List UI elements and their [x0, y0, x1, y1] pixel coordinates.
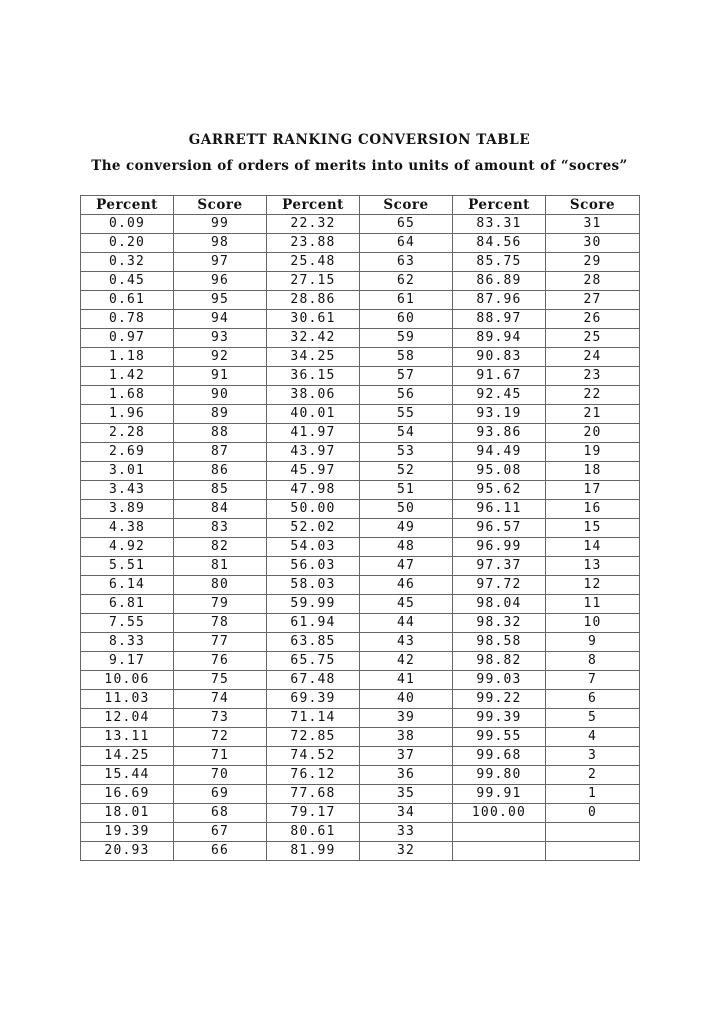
percent-cell: 38.06 — [267, 386, 360, 405]
score-cell: 96 — [174, 272, 267, 291]
percent-cell: 56.03 — [267, 557, 360, 576]
table-row — [81, 462, 640, 481]
percent-cell: 83.31 — [453, 215, 546, 234]
score-cell: 19 — [546, 443, 640, 462]
percent-cell — [453, 842, 546, 861]
percent-cell: 4.38 — [81, 519, 174, 538]
score-cell: 51 — [360, 481, 453, 500]
percent-cell: 5.51 — [81, 557, 174, 576]
score-cell: 77 — [174, 633, 267, 652]
column-header-score: Score — [546, 196, 640, 215]
percent-cell: 91.67 — [453, 367, 546, 386]
percent-cell: 32.42 — [267, 329, 360, 348]
table-row — [81, 443, 640, 462]
score-cell: 55 — [360, 405, 453, 424]
percent-cell: 59.99 — [267, 595, 360, 614]
percent-cell: 99.22 — [453, 690, 546, 709]
percent-cell: 2.28 — [81, 424, 174, 443]
percent-cell: 3.43 — [81, 481, 174, 500]
score-cell: 87 — [174, 443, 267, 462]
score-cell: 37 — [360, 747, 453, 766]
score-cell: 43 — [360, 633, 453, 652]
percent-cell: 99.91 — [453, 785, 546, 804]
table-row — [81, 804, 640, 823]
percent-cell: 20.93 — [81, 842, 174, 861]
table-row — [81, 329, 640, 348]
score-cell: 21 — [546, 405, 640, 424]
score-cell: 27 — [546, 291, 640, 310]
score-cell: 3 — [546, 747, 640, 766]
percent-cell: 14.25 — [81, 747, 174, 766]
score-cell: 30 — [546, 234, 640, 253]
score-cell: 46 — [360, 576, 453, 595]
table-row — [81, 519, 640, 538]
score-cell: 44 — [360, 614, 453, 633]
table-row — [81, 234, 640, 253]
score-cell: 35 — [360, 785, 453, 804]
score-cell: 85 — [174, 481, 267, 500]
table-header-row — [81, 196, 640, 215]
score-cell: 39 — [360, 709, 453, 728]
score-cell: 36 — [360, 766, 453, 785]
score-cell: 54 — [360, 424, 453, 443]
score-cell: 9 — [546, 633, 640, 652]
score-cell: 81 — [174, 557, 267, 576]
percent-cell: 81.99 — [267, 842, 360, 861]
table-row — [81, 595, 640, 614]
percent-cell: 50.00 — [267, 500, 360, 519]
percent-cell: 86.89 — [453, 272, 546, 291]
score-cell: 53 — [360, 443, 453, 462]
score-cell: 25 — [546, 329, 640, 348]
table-row — [81, 310, 640, 329]
score-cell: 64 — [360, 234, 453, 253]
percent-cell: 8.33 — [81, 633, 174, 652]
table-row — [81, 633, 640, 652]
score-cell: 17 — [546, 481, 640, 500]
percent-cell: 99.68 — [453, 747, 546, 766]
score-cell: 67 — [174, 823, 267, 842]
percent-cell: 85.75 — [453, 253, 546, 272]
percent-cell: 80.61 — [267, 823, 360, 842]
score-cell: 98 — [174, 234, 267, 253]
score-cell: 10 — [546, 614, 640, 633]
score-cell: 84 — [174, 500, 267, 519]
percent-cell: 0.20 — [81, 234, 174, 253]
score-cell: 5 — [546, 709, 640, 728]
percent-cell: 93.19 — [453, 405, 546, 424]
score-cell: 74 — [174, 690, 267, 709]
score-cell: 26 — [546, 310, 640, 329]
document-title: GARRETT RANKING CONVERSION TABLE — [188, 132, 531, 148]
score-cell: 90 — [174, 386, 267, 405]
percent-cell: 16.69 — [81, 785, 174, 804]
score-cell: 99 — [174, 215, 267, 234]
table-row — [81, 481, 640, 500]
table-row — [81, 671, 640, 690]
score-cell: 45 — [360, 595, 453, 614]
score-cell: 65 — [360, 215, 453, 234]
percent-cell: 92.45 — [453, 386, 546, 405]
score-cell: 66 — [174, 842, 267, 861]
score-cell: 62 — [360, 272, 453, 291]
percent-cell: 98.58 — [453, 633, 546, 652]
percent-cell: 12.04 — [81, 709, 174, 728]
score-cell: 72 — [174, 728, 267, 747]
percent-cell: 69.39 — [267, 690, 360, 709]
percent-cell: 3.01 — [81, 462, 174, 481]
score-cell: 48 — [360, 538, 453, 557]
percent-cell: 2.69 — [81, 443, 174, 462]
score-cell: 0 — [546, 804, 640, 823]
percent-cell: 98.04 — [453, 595, 546, 614]
score-cell: 52 — [360, 462, 453, 481]
percent-cell: 65.75 — [267, 652, 360, 671]
score-cell: 57 — [360, 367, 453, 386]
percent-cell: 9.17 — [81, 652, 174, 671]
score-cell: 15 — [546, 519, 640, 538]
document-subtitle: The conversion of orders of merits into units of amount of “socres” — [91, 158, 628, 174]
percent-cell: 54.03 — [267, 538, 360, 557]
score-cell: 70 — [174, 766, 267, 785]
percent-cell: 71.14 — [267, 709, 360, 728]
percent-cell: 0.97 — [81, 329, 174, 348]
column-header-percent: Percent — [81, 196, 174, 215]
score-cell — [546, 823, 640, 842]
score-cell: 89 — [174, 405, 267, 424]
percent-cell: 96.11 — [453, 500, 546, 519]
percent-cell: 100.00 — [453, 804, 546, 823]
percent-cell: 6.81 — [81, 595, 174, 614]
score-cell: 76 — [174, 652, 267, 671]
percent-cell: 28.86 — [267, 291, 360, 310]
table-body — [81, 215, 640, 861]
percent-cell: 61.94 — [267, 614, 360, 633]
percent-cell: 93.86 — [453, 424, 546, 443]
table-row — [81, 291, 640, 310]
percent-cell: 97.37 — [453, 557, 546, 576]
percent-cell: 18.01 — [81, 804, 174, 823]
score-cell: 69 — [174, 785, 267, 804]
percent-cell: 0.78 — [81, 310, 174, 329]
percent-cell: 25.48 — [267, 253, 360, 272]
table-row — [81, 785, 640, 804]
percent-cell: 1.68 — [81, 386, 174, 405]
score-cell: 12 — [546, 576, 640, 595]
score-cell: 40 — [360, 690, 453, 709]
percent-cell: 96.99 — [453, 538, 546, 557]
percent-cell: 45.97 — [267, 462, 360, 481]
table-row — [81, 348, 640, 367]
score-cell: 38 — [360, 728, 453, 747]
score-cell: 61 — [360, 291, 453, 310]
percent-cell: 0.32 — [81, 253, 174, 272]
table-row — [81, 690, 640, 709]
percent-cell: 99.55 — [453, 728, 546, 747]
percent-cell: 96.57 — [453, 519, 546, 538]
table-row — [81, 272, 640, 291]
score-cell: 42 — [360, 652, 453, 671]
percent-cell: 89.94 — [453, 329, 546, 348]
percent-cell: 63.85 — [267, 633, 360, 652]
percent-cell: 99.80 — [453, 766, 546, 785]
percent-cell: 30.61 — [267, 310, 360, 329]
score-cell: 95 — [174, 291, 267, 310]
percent-cell: 79.17 — [267, 804, 360, 823]
percent-cell: 84.56 — [453, 234, 546, 253]
score-cell: 31 — [546, 215, 640, 234]
percent-cell: 15.44 — [81, 766, 174, 785]
percent-cell: 34.25 — [267, 348, 360, 367]
score-cell: 1 — [546, 785, 640, 804]
score-cell: 50 — [360, 500, 453, 519]
percent-cell: 0.61 — [81, 291, 174, 310]
score-cell — [546, 842, 640, 861]
table-row — [81, 766, 640, 785]
score-cell: 18 — [546, 462, 640, 481]
score-cell: 93 — [174, 329, 267, 348]
percent-cell: 1.96 — [81, 405, 174, 424]
score-cell: 4 — [546, 728, 640, 747]
percent-cell: 94.49 — [453, 443, 546, 462]
percent-cell: 95.08 — [453, 462, 546, 481]
score-cell: 2 — [546, 766, 640, 785]
percent-cell: 99.03 — [453, 671, 546, 690]
percent-cell: 19.39 — [81, 823, 174, 842]
score-cell: 71 — [174, 747, 267, 766]
percent-cell: 76.12 — [267, 766, 360, 785]
percent-cell: 74.52 — [267, 747, 360, 766]
score-cell: 92 — [174, 348, 267, 367]
score-cell: 82 — [174, 538, 267, 557]
percent-cell: 36.15 — [267, 367, 360, 386]
score-cell: 73 — [174, 709, 267, 728]
column-header-score: Score — [174, 196, 267, 215]
score-cell: 80 — [174, 576, 267, 595]
table-row — [81, 215, 640, 234]
score-cell: 97 — [174, 253, 267, 272]
score-cell: 33 — [360, 823, 453, 842]
percent-cell: 41.97 — [267, 424, 360, 443]
percent-cell: 0.09 — [81, 215, 174, 234]
score-cell: 78 — [174, 614, 267, 633]
score-cell: 75 — [174, 671, 267, 690]
table-row — [81, 538, 640, 557]
percent-cell: 3.89 — [81, 500, 174, 519]
percent-cell: 6.14 — [81, 576, 174, 595]
percent-cell: 0.45 — [81, 272, 174, 291]
score-cell: 86 — [174, 462, 267, 481]
table-row — [81, 709, 640, 728]
score-cell: 16 — [546, 500, 640, 519]
percent-cell: 98.82 — [453, 652, 546, 671]
score-cell: 34 — [360, 804, 453, 823]
percent-cell: 4.92 — [81, 538, 174, 557]
percent-cell: 97.72 — [453, 576, 546, 595]
table-row — [81, 367, 640, 386]
table-row — [81, 652, 640, 671]
percent-cell: 99.39 — [453, 709, 546, 728]
score-cell: 58 — [360, 348, 453, 367]
table-row — [81, 253, 640, 272]
score-cell: 8 — [546, 652, 640, 671]
score-cell: 56 — [360, 386, 453, 405]
percent-cell: 72.85 — [267, 728, 360, 747]
percent-cell: 67.48 — [267, 671, 360, 690]
table-row — [81, 614, 640, 633]
percent-cell: 43.97 — [267, 443, 360, 462]
score-cell: 59 — [360, 329, 453, 348]
column-header-percent: Percent — [267, 196, 360, 215]
percent-cell: 27.15 — [267, 272, 360, 291]
score-cell: 49 — [360, 519, 453, 538]
table-row — [81, 576, 640, 595]
percent-cell: 10.06 — [81, 671, 174, 690]
score-cell: 22 — [546, 386, 640, 405]
table-row — [81, 500, 640, 519]
column-header-score: Score — [360, 196, 453, 215]
score-cell: 63 — [360, 253, 453, 272]
percent-cell: 23.88 — [267, 234, 360, 253]
percent-cell: 7.55 — [81, 614, 174, 633]
percent-cell: 47.98 — [267, 481, 360, 500]
score-cell: 60 — [360, 310, 453, 329]
score-cell: 83 — [174, 519, 267, 538]
table-row — [81, 728, 640, 747]
score-cell: 68 — [174, 804, 267, 823]
score-cell: 11 — [546, 595, 640, 614]
table-row — [81, 386, 640, 405]
score-cell: 88 — [174, 424, 267, 443]
percent-cell: 98.32 — [453, 614, 546, 633]
score-cell: 6 — [546, 690, 640, 709]
score-cell: 28 — [546, 272, 640, 291]
table-row — [81, 424, 640, 443]
percent-cell: 22.32 — [267, 215, 360, 234]
score-cell: 13 — [546, 557, 640, 576]
score-cell: 24 — [546, 348, 640, 367]
table-row — [81, 557, 640, 576]
table-row — [81, 842, 640, 861]
table-row — [81, 405, 640, 424]
percent-cell: 1.18 — [81, 348, 174, 367]
score-cell: 29 — [546, 253, 640, 272]
percent-cell: 88.97 — [453, 310, 546, 329]
table-row — [81, 823, 640, 842]
column-header-percent: Percent — [453, 196, 546, 215]
score-cell: 14 — [546, 538, 640, 557]
score-cell: 7 — [546, 671, 640, 690]
score-cell: 79 — [174, 595, 267, 614]
table-row — [81, 747, 640, 766]
score-cell: 41 — [360, 671, 453, 690]
percent-cell: 87.96 — [453, 291, 546, 310]
percent-cell: 11.03 — [81, 690, 174, 709]
percent-cell: 95.62 — [453, 481, 546, 500]
score-cell: 23 — [546, 367, 640, 386]
conversion-table — [80, 195, 640, 861]
score-cell: 20 — [546, 424, 640, 443]
percent-cell: 13.11 — [81, 728, 174, 747]
score-cell: 91 — [174, 367, 267, 386]
percent-cell: 90.83 — [453, 348, 546, 367]
percent-cell: 1.42 — [81, 367, 174, 386]
percent-cell: 40.01 — [267, 405, 360, 424]
score-cell: 32 — [360, 842, 453, 861]
percent-cell — [453, 823, 546, 842]
percent-cell: 58.03 — [267, 576, 360, 595]
score-cell: 94 — [174, 310, 267, 329]
percent-cell: 52.02 — [267, 519, 360, 538]
score-cell: 47 — [360, 557, 453, 576]
percent-cell: 77.68 — [267, 785, 360, 804]
